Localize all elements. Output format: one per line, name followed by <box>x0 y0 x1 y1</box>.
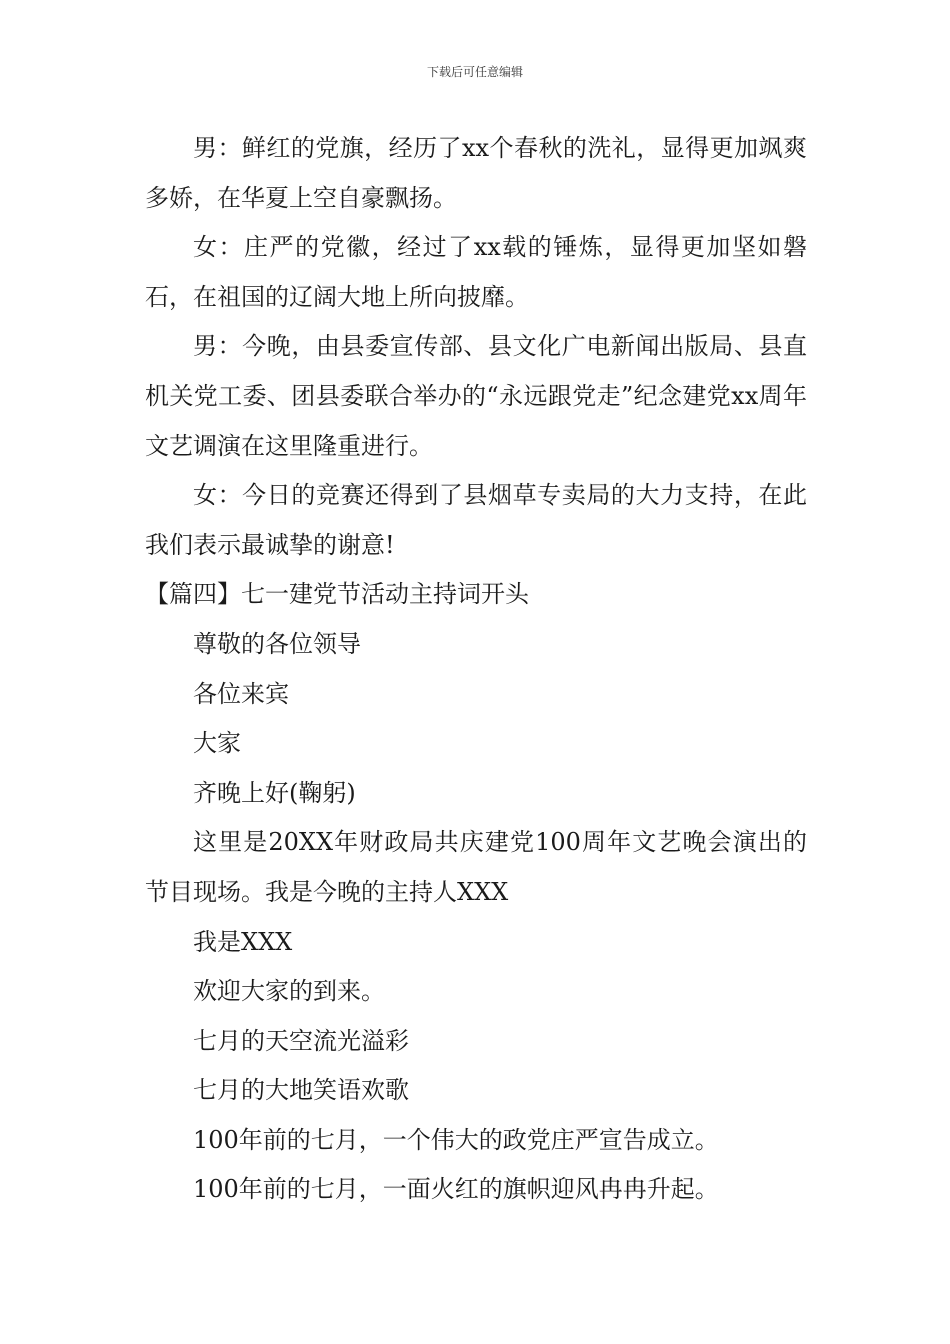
paragraph-male-2: 男：今晚，由县委宣传部、县文化广电新闻出版局、县直机关党工委、团县委联合举办的“永远跟党走”纪念建党xx周年文艺调演在这里隆重进行。 <box>145 332 807 460</box>
line-july-earth: 七月的大地笑语欢歌 <box>193 1076 409 1105</box>
page-header-note: 下载后可任意编辑 <box>426 65 523 79</box>
line-party-founded: 100年前的七月，一个伟大的政党庄严宣告成立。 <box>193 1125 719 1154</box>
paragraph-female-1: 女：庄严的党徽，经过了xx载的锤炼，显得更加坚如磐石，在祖国的辽阔大地上所向披靡。 <box>145 233 807 311</box>
paragraph-male-1: 男：鲜红的党旗，经历了xx个春秋的洗礼，显得更加飒爽多娇，在华夏上空自豪飘扬。 <box>145 134 807 212</box>
line-welcome: 欢迎大家的到来。 <box>193 977 385 1006</box>
line-greeting-guests: 各位来宾 <box>193 679 289 708</box>
line-flag-raised: 100年前的七月，一面火红的旗帜迎风冉冉升起。 <box>193 1175 719 1204</box>
line-good-evening: 齐晚上好(鞠躬) <box>193 778 356 807</box>
line-venue-intro: 这里是20XX年财政局共庆建党100周年文艺晚会演出的节目现场。我是今晚的主持人XXX <box>145 828 807 906</box>
line-greeting-leaders: 尊敬的各位领导 <box>193 629 361 658</box>
line-host-intro: 我是XXX <box>193 927 293 956</box>
document-body <box>145 124 807 1215</box>
section-heading: 【篇四】七一建党节活动主持词开头 <box>145 580 529 609</box>
paragraph-female-2: 女：今日的竞赛还得到了县烟草专卖局的大力支持，在此我们表示最诚挚的谢意! <box>145 481 807 559</box>
line-july-sky: 七月的天空流光溢彩 <box>193 1026 409 1055</box>
line-greeting-everyone: 大家 <box>193 729 241 758</box>
